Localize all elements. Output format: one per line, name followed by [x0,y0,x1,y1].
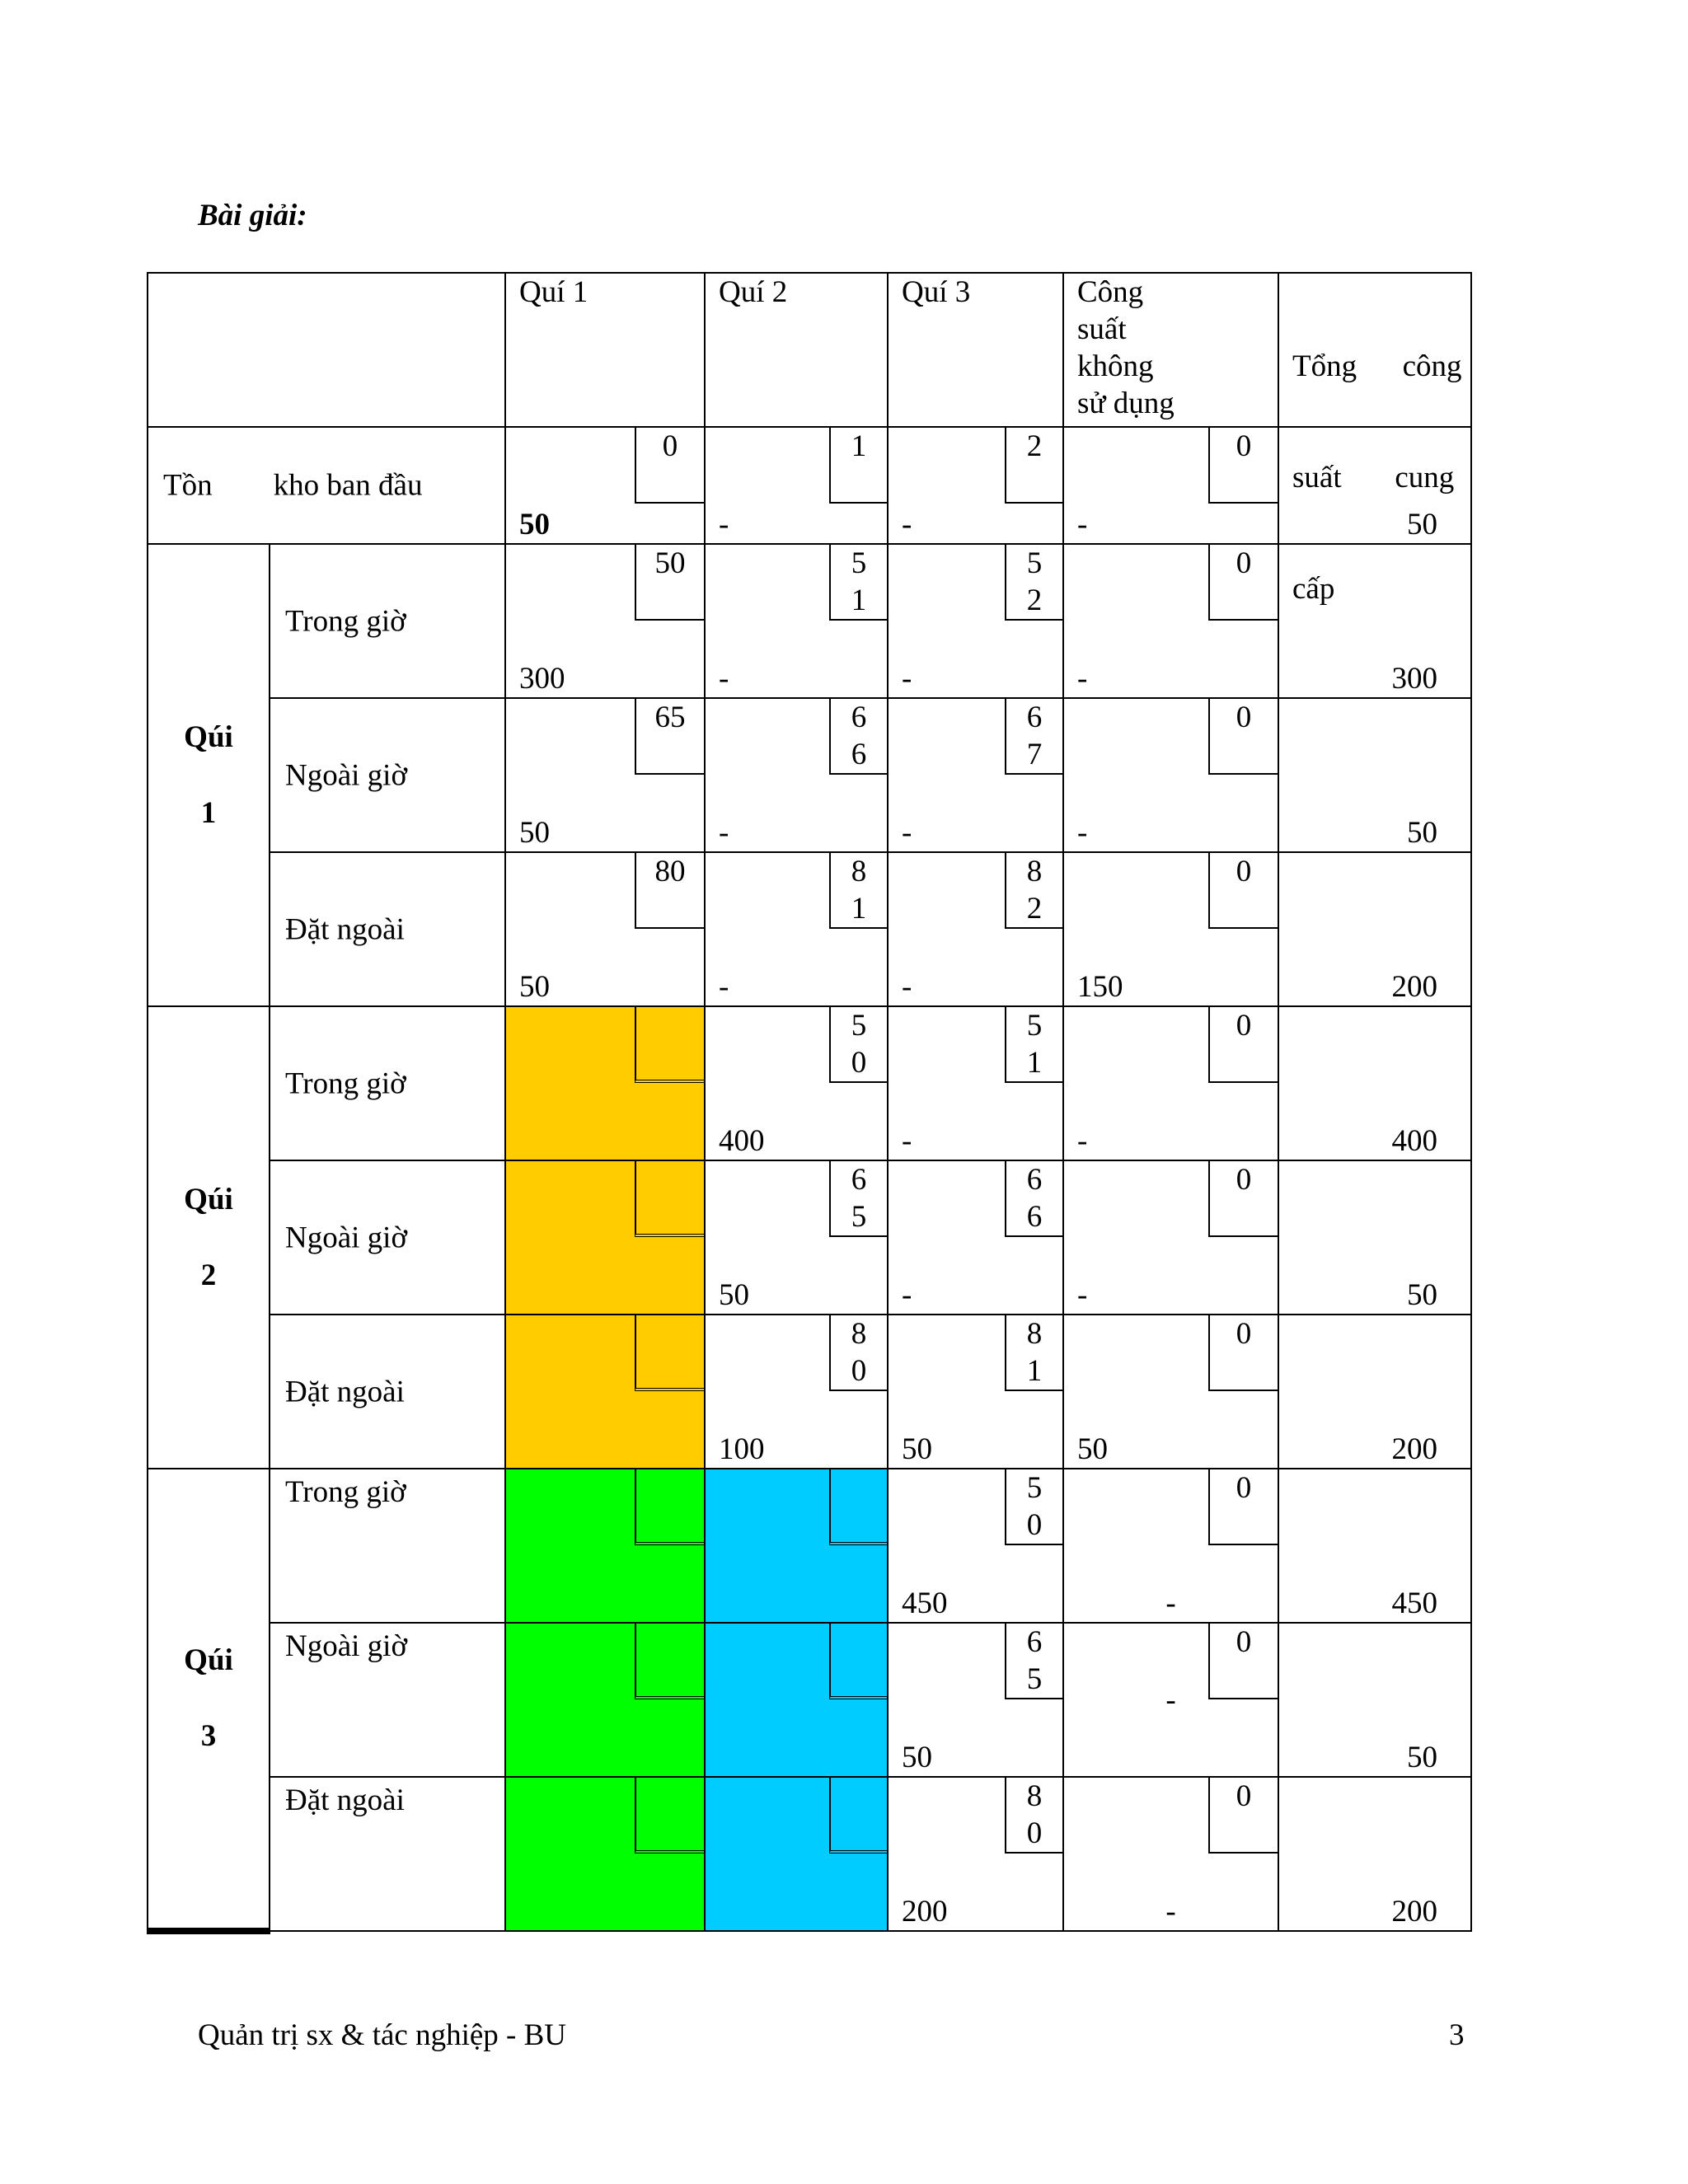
blocked-cell [505,1623,705,1777]
q1-dat-ngoai-row: Đặt ngoài 80 50 8 1 - 8 2 - 0 150 200 [148,852,1471,1006]
header-q3: Quí 3 [888,273,1063,427]
q1-label: Qúi 1 [148,544,270,1006]
q1-trong-gio-row: Qúi 1 Trong giờ 50 300 5 1 - 5 2 - 0 - 300 [148,544,1471,698]
transportation-table [147,272,1472,1934]
ton-kho-q2: 1 - [705,427,888,544]
q3-dat-ngoai-row: Đặt ngoài 8 0 200 0 - 200 [148,1777,1471,1931]
ton-kho-total: 50 [1278,427,1471,544]
row-label-cell: Trong giờ [270,1006,505,1160]
q2-dat-ngoai-row: Đặt ngoài 8 0 100 8 1 50 0 50 200 [148,1315,1471,1469]
q2-ngoai-gio-row: Ngoài giờ 6 5 50 6 6 - 0 - 50 [148,1160,1471,1315]
row-label-cell: Ngoài giờ [270,1623,505,1777]
header-row [148,273,1471,427]
blocked-cell [505,1469,705,1623]
ton-kho-label-cell: Tồn kho ban đầu [148,427,505,544]
header-q2: Quí 2 [705,273,888,427]
q2-label: Qúi 2 [148,1006,270,1469]
blocked-cell [705,1623,888,1777]
q3-trong-gio-row: Qúi 3 Trong giờ 5 0 450 0 - 450 [148,1469,1471,1623]
q2-trong-gio-row: Qúi 2 Trong giờ 5 0 400 5 1 - 0 - 400 [148,1006,1471,1160]
solution-heading: Bài giải: [198,199,307,232]
ton-kho-row [148,427,1471,544]
ton-kho-q3: 2 - [888,427,1063,544]
row-label-cell: Đặt ngoài [270,852,505,1006]
blocked-cell [505,1160,705,1315]
row-label-cell: Ngoài giờ [270,1160,505,1315]
header-empty-cell [148,273,505,427]
blocked-cell [705,1469,888,1623]
q1-ngoai-gio-row: Ngoài giờ 65 50 6 6 - 6 7 - 0 - 50 [148,698,1471,852]
blocked-cell [705,1777,888,1931]
page-number: 3 [1449,2018,1465,2052]
ton-kho-unused: 0 - [1063,427,1278,544]
q3-label: Qúi 3 [148,1469,270,1931]
blocked-cell [505,1006,705,1160]
footer-course-title: Quản trị sx & tác nghiệp - BU [198,2018,566,2052]
row-label-cell: Đặt ngoài [270,1315,505,1469]
row-label-cell: Trong giờ [270,1469,505,1623]
q3-ngoai-gio-row: Ngoài giờ 6 5 50 0 - 50 [148,1623,1471,1777]
row-label-cell: Trong giờ [270,544,505,698]
header-unused-capacity: Công suất không sử dụng [1063,273,1278,427]
blocked-cell [505,1777,705,1931]
row-label-cell: Đặt ngoài [270,1777,505,1931]
header-total-supply: Tổng công suất cung cấp [1278,273,1471,427]
blocked-cell [505,1315,705,1469]
ton-kho-q1: 0 50 [505,427,705,544]
header-q1: Quí 1 [505,273,705,427]
row-label-cell: Ngoài giờ [270,698,505,852]
